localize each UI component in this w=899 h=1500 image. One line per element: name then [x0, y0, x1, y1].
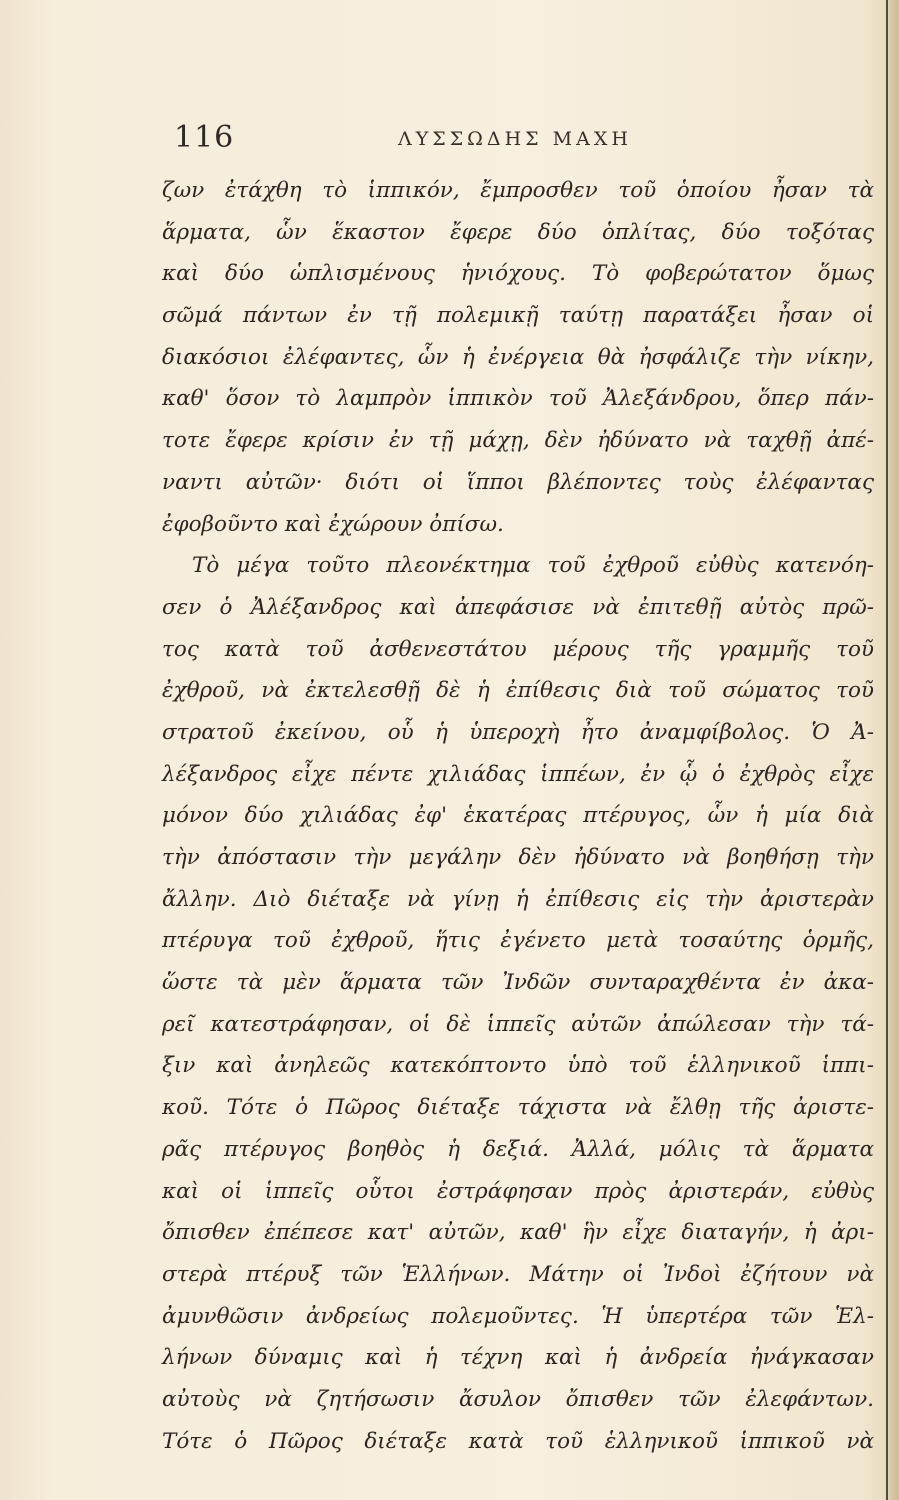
text-line: τος κατὰ τοῦ ἀσθενεστάτου μέρους τῆς γραμμῆς τοῦ	[162, 636, 874, 662]
text-line: ρεῖ κατεστράφησαν, οἱ δὲ ἱππεῖς αὐτῶν ἀπώλεσαν τὴν τά-	[162, 1011, 874, 1037]
text-line: Τὸ μέγα τοῦτο πλεονέκτημα τοῦ ἐχθροῦ εὐθὺς κατενόη-	[192, 553, 874, 579]
text-line: σῶμά πάντων ἐν τῇ πολεμικῇ ταύτῃ παρατάξει ἦσαν οἱ	[162, 303, 874, 329]
text-line: Τότε ὁ Πῶρος διέταξε κατὰ τοῦ ἑλληνικοῦ ἱππικοῦ νὰ	[162, 1428, 874, 1454]
text-line: ζων ἐτάχθη τὸ ἱππικόν, ἔμπροσθεν τοῦ ὁποίου ἦσαν τὰ	[162, 178, 874, 203]
text-line: αὐτοὺς νὰ ζητήσωσιν ἄσυλον ὄπισθεν τῶν ἐλεφάντων.	[162, 1386, 874, 1412]
text-line: ἐχθροῦ, νὰ ἐκτελεσθῇ δὲ ἡ ἐπίθεσις διὰ τοῦ σώματος τοῦ	[162, 678, 874, 704]
text-line: κοῦ. Τότε ὁ Πῶρος διέταξε τάχιστα νὰ ἔλθῃ τῆς ἀριστε-	[162, 1095, 874, 1121]
text-line: τὴν ἀπόστασιν τὴν μεγάλην δὲν ἠδύνατο νὰ βοηθήσῃ τὴν	[162, 845, 874, 870]
text-line: καὶ δύο ὡπλισμένους ἡνιόχους. Τὸ φοβερώτατον ὅμως	[162, 261, 874, 287]
text-line: σεν ὁ Ἀλέξανδρος καὶ ἀπεφάσισε νὰ ἐπιτεθῇ αὐτὸς πρῶ-	[162, 594, 874, 620]
text-line: καθ' ὅσον τὸ λαμπρὸν ἱππικὸν τοῦ Ἀλεξάνδρου, ὅπερ πάν-	[162, 386, 874, 412]
text-line: πτέρυγα τοῦ ἐχθροῦ, ἥτις ἐγένετο μετὰ τοσαύτης ὁρμῆς,	[162, 928, 874, 954]
text-line: ἀμυνθῶσιν ἀνδρείως πολεμοῦντες. Ἡ ὑπερτέρα τῶν Ἑλ-	[162, 1303, 874, 1329]
text-line: ξιν καὶ ἀνηλεῶς κατεκόπτοντο ὑπὸ τοῦ ἑλληνικοῦ ἱππι-	[162, 1053, 874, 1079]
text-line: ὥστε τὰ μὲν ἅρματα τῶν Ἰνδῶν συνταραχθέντα ἐν ἀκα-	[162, 970, 874, 996]
text-line: καὶ οἱ ἱππεῖς οὗτοι ἐστράφησαν πρὸς ἀριστεράν, εὐθὺς	[162, 1178, 874, 1204]
text-line: ἅρματα, ὧν ἕκαστον ἔφερε δύο ὁπλίτας, δύο τοξότας	[162, 219, 874, 245]
text-line: ἄλλην. Διὸ διέταξε νὰ γίνῃ ἡ ἐπίθεσις εἰς τὴν ἀριστερὰν	[162, 886, 874, 912]
text-line: μόνον δύο χιλιάδας ἐφ' ἑκατέρας πτέρυγος, ὧν ἡ μία διὰ	[162, 803, 874, 829]
text-line: ἐφοβοῦντο καὶ ἐχώρουν ὀπίσω.	[162, 511, 504, 537]
page-number: 116	[174, 120, 235, 155]
text-line: στερὰ πτέρυξ τῶν Ἑλλήνων. Μάτην οἱ Ἰνδοὶ ἐζήτουν νὰ	[162, 1261, 874, 1287]
running-title: ΛΥΣΣΩΔΗΣ ΜΑΧΗ	[398, 128, 632, 150]
text-line: ὄπισθεν ἐπέπεσε κατ' αὐτῶν, καθ' ἣν εἶχε διαταγήν, ἡ ἀρι-	[162, 1220, 874, 1246]
page-header	[160, 120, 860, 160]
body-text	[162, 170, 874, 1462]
page-edge-line	[886, 0, 888, 1500]
text-line: διακόσιοι ἐλέφαντες, ὧν ἡ ἐνέργεια θὰ ἠσφάλιζε τὴν νίκην,	[162, 344, 874, 370]
text-line: στρατοῦ ἐκείνου, οὗ ἡ ὑπεροχὴ ἦτο ἀναμφίβολος. Ὁ Ἀ-	[162, 719, 874, 745]
text-line: λήνων δύναμις καὶ ἡ τέχνη καὶ ἡ ἀνδρεία ἠνάγκασαν	[162, 1345, 874, 1371]
text-line: λέξανδρος εἶχε πέντε χιλιάδας ἱππέων, ἐν ᾧ ὁ ἐχθρὸς εἶχε	[162, 761, 874, 787]
text-line: ρᾶς πτέρυγος βοηθὸς ἡ δεξιά. Ἀλλά, μόλις τὰ ἅρματα	[162, 1136, 874, 1162]
text-line: ναντι αὐτῶν· διότι οἱ ἵπποι βλέποντες τοὺς ἐλέφαντας	[162, 469, 874, 495]
text-line: τοτε ἔφερε κρίσιν ἐν τῇ μάχῃ, δὲν ἠδύνατο νὰ ταχθῇ ἀπέ-	[162, 428, 874, 454]
